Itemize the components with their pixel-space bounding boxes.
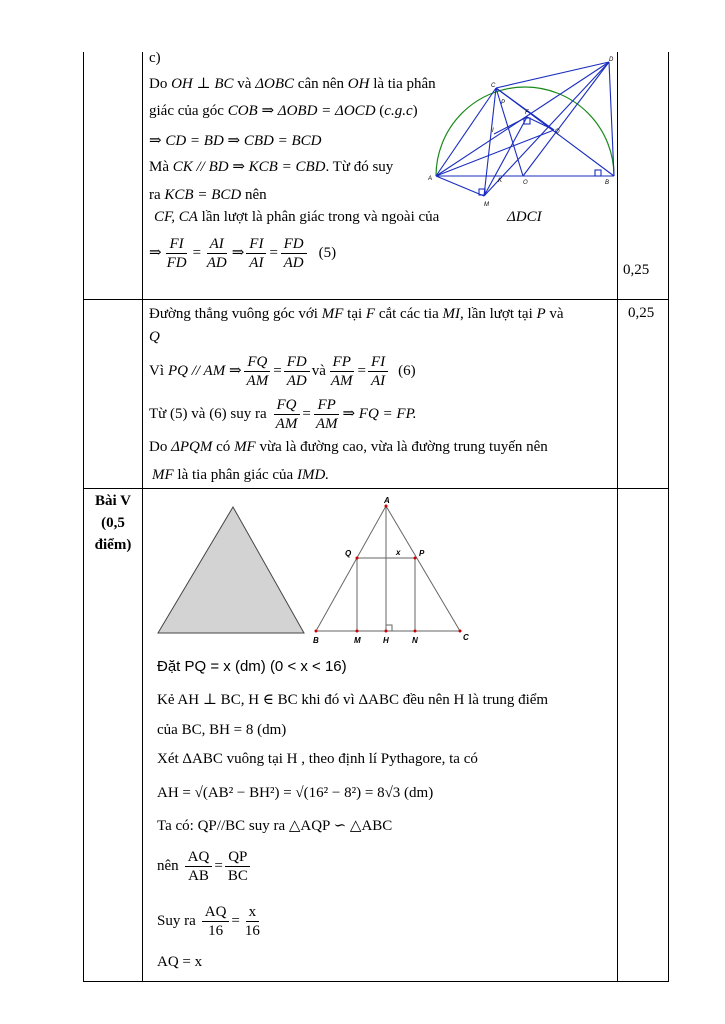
part-c-line-6-triangle: ΔDCI bbox=[507, 209, 542, 225]
score-part-c: 0,25 bbox=[623, 262, 650, 278]
part-c-line-3: ⇒ CD = BD ⇒ CBD = BCD bbox=[149, 133, 322, 149]
bai-v-line-7: nên $\frac{AQ}{AB}$ = $\frac{QP}{BC}$ bbox=[157, 846, 253, 886]
bai-v-line-5: AH = √(AB² − BH²) = √(16² − 8²) = 8√3 (dm) bbox=[157, 785, 434, 801]
fig-label-x: x bbox=[396, 548, 401, 557]
score-part-c2: 0,25 bbox=[628, 305, 655, 321]
fig-c-label-M: M bbox=[484, 202, 489, 208]
fig-c-label-C: C bbox=[491, 83, 496, 89]
bai-v-title: Bài V bbox=[95, 493, 131, 509]
triangle-figures bbox=[150, 495, 480, 650]
fig-c-label-I: I bbox=[492, 128, 494, 134]
fig-c-label-D: D bbox=[609, 57, 614, 63]
filled-triangle bbox=[158, 507, 304, 633]
fig-label-P: P bbox=[419, 549, 425, 558]
part-c2-line-1: Đường thẳng vuông góc với MF tại F cắt các tia MI, lần lượt tại P và bbox=[149, 306, 564, 322]
part-c-label: c) bbox=[149, 50, 161, 66]
fig-c-label-K: K bbox=[498, 178, 503, 184]
semicircle-arc bbox=[436, 87, 614, 176]
row-divider-2 bbox=[83, 488, 669, 489]
circle-geometry-figure bbox=[428, 52, 618, 212]
fig-c-label-O: O bbox=[523, 180, 528, 186]
part-c2-line-4: Từ (5) và (6) suy ra $\frac{FQ}{AM}$ = $\frac{FP}{AM}$ ⇒ FQ = FP. bbox=[149, 396, 417, 432]
fig-label-M: M bbox=[354, 636, 361, 645]
part-c-line-2: giác của góc COB ⇒ ΔOBD = ΔOCD (c.g.c) bbox=[149, 103, 418, 119]
bai-v-points: (0,5 bbox=[101, 515, 125, 531]
part-c2-line-2: Q bbox=[149, 329, 160, 345]
fig-label-N: N bbox=[412, 636, 418, 645]
fig-label-H: H bbox=[383, 636, 389, 645]
part-c-line-7: ⇒ $\frac{FI}{FD}$ = $\frac{AI}{AD}$ ⇒ $\frac{FI}{AI}$ = $\frac{FD}{AD}$ (5) bbox=[149, 235, 337, 271]
part-c2-line-5: Do ΔPQM có MF vừa là đường cao, vừa là đường trung tuyến nên bbox=[149, 439, 548, 455]
fig-c-label-A: A bbox=[428, 176, 433, 182]
bai-v-line-4: Xét ΔABC vuông tại H , theo định lí Pythagore, ta có bbox=[157, 751, 478, 767]
part-c-line-5: ra KCB = BCD nên bbox=[149, 187, 267, 203]
table-border-bottom bbox=[83, 981, 669, 982]
labeled-triangle bbox=[316, 506, 460, 631]
fig-c-label-B: B bbox=[605, 180, 610, 186]
part-c-line-1: Do OH ⊥ BC và ΔOBC cân nên OH là tia phân bbox=[149, 76, 436, 92]
bai-v-line-6: Ta có: QP//BC suy ra △AQP ∽ △ABC bbox=[157, 818, 393, 834]
fig-c-label-F: F bbox=[525, 110, 529, 116]
fig-label-B: B bbox=[313, 636, 319, 645]
bai-v-line-2: Kẻ AH ⊥ BC, H ∈ BC khi đó vì ΔABC đều nên H là trung điểm bbox=[157, 692, 549, 708]
fig-label-Q: Q bbox=[345, 549, 352, 558]
bai-v-line-3: của BC, BH = 8 (dm) bbox=[157, 722, 287, 738]
bai-v-points-unit: điểm) bbox=[94, 537, 132, 553]
bai-v-line-1: Đặt PQ = x (dm) (0 < x < 16) bbox=[157, 658, 347, 675]
part-c-line-4: Mà CK // BD ⇒ KCB = CBD. Từ đó suy bbox=[149, 159, 394, 175]
column-divider-1 bbox=[142, 52, 143, 982]
fig-label-C: C bbox=[463, 633, 469, 642]
row-divider-1 bbox=[83, 299, 669, 300]
part-c-line-6: CF, CA lần lượt là phân giác trong và ngoài của bbox=[154, 209, 440, 225]
fig-label-A: A bbox=[384, 496, 390, 505]
part-c2-line-6: MF là tia phân giác của IMD. bbox=[152, 467, 330, 483]
table-border-right bbox=[668, 52, 669, 982]
fig-c-label-Q: Q bbox=[555, 129, 560, 135]
part-c2-line-3: Vì PQ // AM ⇒ $\frac{FQ}{AM}$ = $\frac{FD}{AD}$ và $\frac{FP}{AM}$ = $\frac{FI}{AI}$ (6) bbox=[149, 353, 416, 389]
fig-c-label-P: P bbox=[501, 100, 506, 106]
bai-v-line-8: Suy ra $\frac{AQ}{16}$ = $\frac{x}{16}$ bbox=[157, 903, 260, 939]
bai-v-line-9: AQ = x bbox=[157, 954, 203, 970]
